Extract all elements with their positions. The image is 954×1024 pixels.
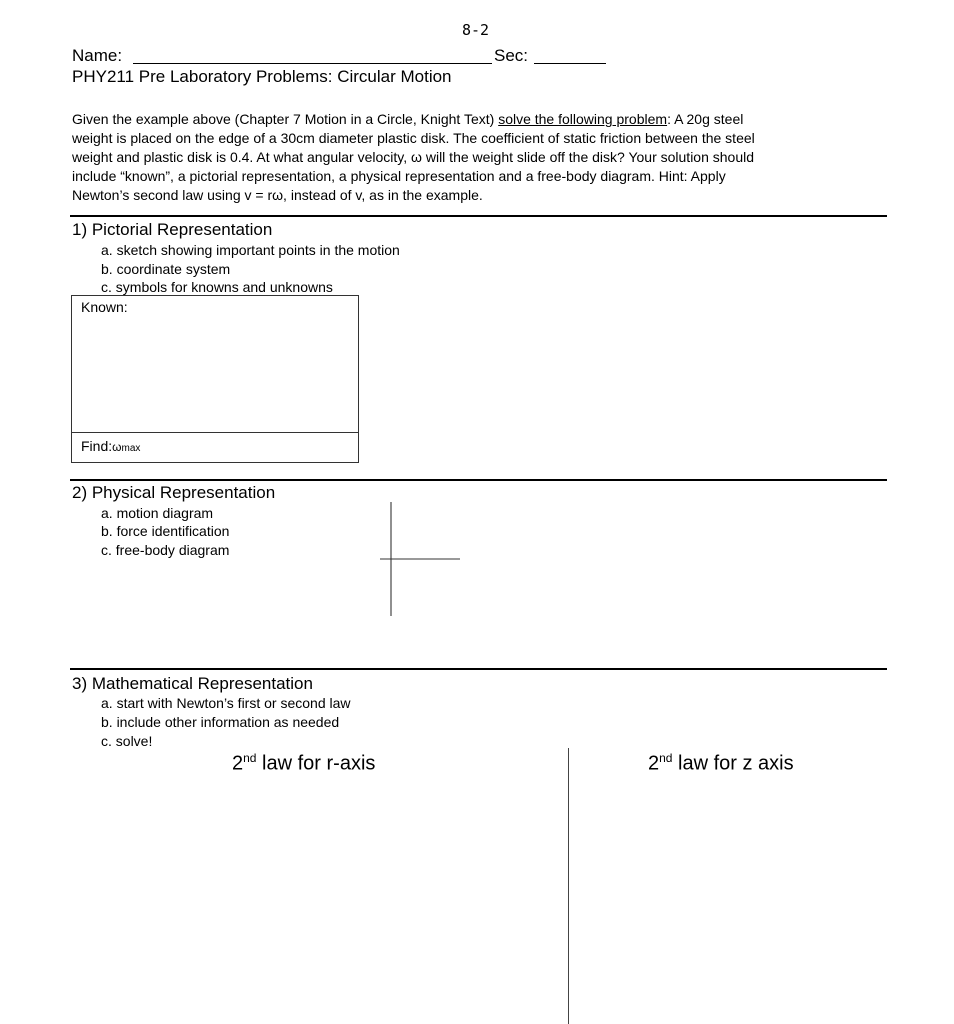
- section1-heading: 1) Pictorial Representation: [72, 220, 273, 239]
- r-axis-prefix: 2: [232, 752, 244, 775]
- find-box[interactable]: [71, 432, 359, 463]
- omega-symbol: ω: [112, 440, 122, 454]
- z-axis-prefix: 2: [648, 752, 660, 775]
- z-axis-heading: [648, 751, 794, 776]
- problem-text-line-5: Newton’s second law using v = rω, instead of v, as in the example.: [72, 187, 483, 203]
- problem-text-line-1-post: : A 20g steel: [667, 111, 744, 127]
- sec-label: Sec:: [494, 46, 529, 65]
- section2-item-c: c. free-body diagram: [101, 542, 230, 558]
- column-divider: [568, 748, 569, 1024]
- section2-item-b: b. force identification: [101, 523, 230, 539]
- problem-text-line-1-pre: Given the example above (Chapter 7 Motion in a Circle, Knight Text): [72, 111, 499, 127]
- r-axis-sup: nd: [243, 751, 257, 765]
- known-box[interactable]: [71, 295, 359, 433]
- section1-item-c: c. symbols for knowns and unknowns: [101, 279, 333, 295]
- section3-heading: 3) Mathematical Representation: [72, 674, 313, 693]
- sec-field-line[interactable]: [534, 63, 606, 64]
- problem-text-line-1: [72, 110, 743, 129]
- problem-text-line-2: weight is placed on the edge of a 30cm diameter plastic disk. The coefficient of static friction between the steel: [72, 130, 755, 146]
- find-label: [81, 437, 140, 458]
- page-number: 8-2: [462, 21, 490, 39]
- problem-text-line-3: weight and plastic disk is 0.4. At what angular velocity, ω will the weight slide off the disk? Your solution should: [72, 149, 755, 165]
- name-field-line[interactable]: [133, 63, 492, 64]
- omega-subscript: max: [121, 443, 141, 454]
- section3-item-c: c. solve!: [101, 733, 153, 749]
- r-axis-text: law for r-axis: [256, 752, 376, 775]
- section-divider: [70, 668, 887, 670]
- page-title: PHY211 Pre Laboratory Problems: Circular Motion: [72, 67, 452, 86]
- find-label-text: Find:: [81, 438, 113, 454]
- section-divider: [70, 479, 887, 481]
- problem-text-line-4: include “known”, a pictorial representation, a physical representation and a free-body diagram. Hint: Apply: [72, 168, 726, 184]
- section1-item-a: a. sketch showing important points in the motion: [101, 242, 400, 258]
- problem-text-underline: solve the following problem: [498, 111, 668, 127]
- section-divider: [70, 215, 887, 217]
- known-label: Known:: [81, 299, 128, 315]
- name-label: Name:: [72, 46, 123, 65]
- coordinate-axes: [378, 500, 462, 618]
- section3-item-b: b. include other information as needed: [101, 714, 340, 730]
- section3-item-a: a. start with Newton’s first or second law: [101, 695, 351, 711]
- r-axis-heading: [232, 751, 375, 776]
- z-axis-sup: nd: [659, 751, 673, 765]
- section2-heading: 2) Physical Representation: [72, 483, 276, 502]
- z-axis-text: law for z axis: [672, 752, 794, 775]
- section1-item-b: b. coordinate system: [101, 261, 231, 277]
- section2-item-a: a. motion diagram: [101, 505, 214, 521]
